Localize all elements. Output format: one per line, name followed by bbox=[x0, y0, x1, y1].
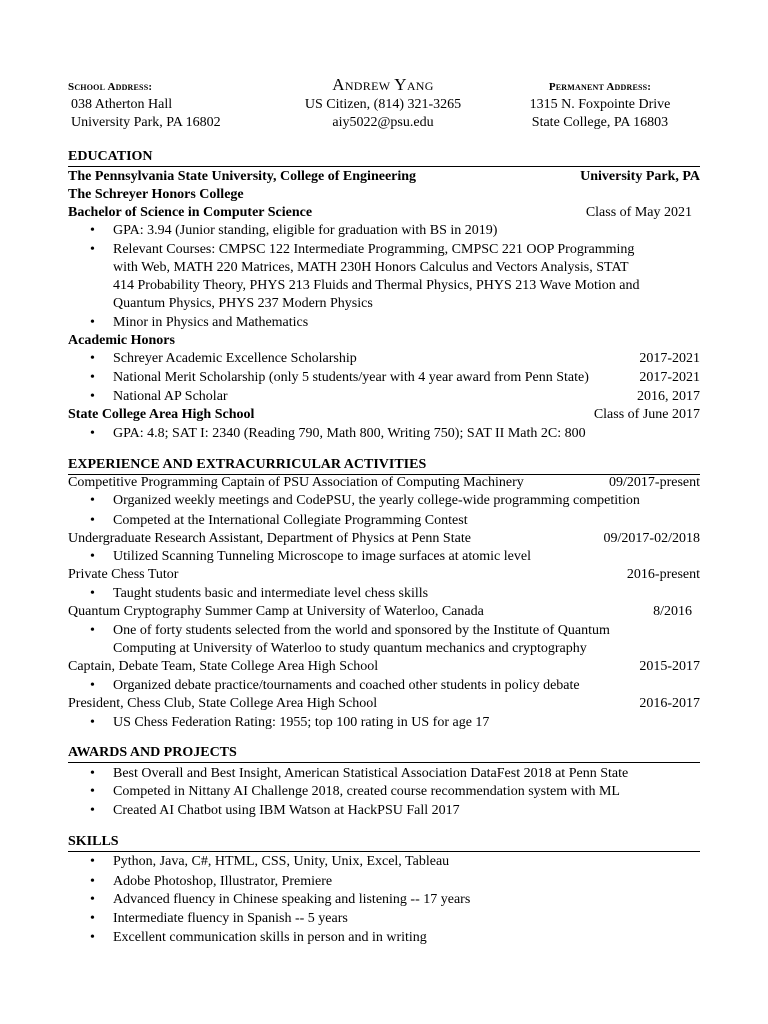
permanent-address-line: 1315 N. Foxpointe Drive bbox=[529, 97, 671, 112]
bullet-icon: • bbox=[90, 351, 95, 366]
honor-date: 2017-2021 bbox=[639, 351, 700, 366]
school-address-line: University Park, PA 16802 bbox=[71, 115, 221, 130]
experience-date: 09/2017-02/2018 bbox=[603, 531, 700, 546]
experience-date: 09/2017-present bbox=[609, 475, 700, 490]
experience-role: Private Chess Tutor bbox=[68, 567, 179, 582]
experience-role: President, Chess Club, State College Area High School bbox=[68, 696, 378, 711]
bullet-icon: • bbox=[90, 513, 95, 528]
degree-row bbox=[68, 204, 700, 222]
experience-role: Quantum Cryptography Summer Camp at University of Waterloo, Canada bbox=[68, 604, 484, 619]
highschool-date: Class of June 2017 bbox=[593, 407, 700, 422]
bullet-icon: • bbox=[90, 678, 95, 693]
bullet-icon: • bbox=[90, 223, 95, 238]
degree-name: Bachelor of Science in Computer Science bbox=[68, 205, 313, 220]
bullet-icon: • bbox=[90, 715, 95, 730]
experience-role: Undergraduate Research Assistant, Department of Physics at Penn State bbox=[68, 531, 471, 546]
degree-date: Class of May 2021 bbox=[585, 205, 692, 220]
honor-date: 2017-2021 bbox=[639, 370, 700, 385]
experience-row bbox=[68, 695, 700, 713]
bullet-icon: • bbox=[90, 911, 95, 926]
school-name: The Pennsylvania State University, College of Engineering bbox=[68, 169, 417, 184]
experience-date: 2016-2017 bbox=[639, 696, 700, 711]
experience-row bbox=[68, 530, 700, 548]
experience-row bbox=[68, 474, 700, 492]
school-address-label: School Address: bbox=[68, 81, 153, 93]
bullet-icon: • bbox=[90, 549, 95, 564]
bullet-icon: • bbox=[90, 370, 95, 385]
experience-date: 8/2016 bbox=[653, 604, 692, 619]
candidate-name: Andrew Yang bbox=[332, 75, 434, 94]
bullet-icon: • bbox=[90, 426, 95, 441]
bullet-icon: • bbox=[90, 493, 95, 508]
bullet-icon: • bbox=[90, 623, 95, 638]
permanent-address-line: State College, PA 16803 bbox=[531, 115, 669, 130]
school-address-line: 038 Atherton Hall bbox=[71, 97, 173, 112]
bullet-icon: • bbox=[90, 784, 95, 799]
email-link[interactable]: aiy5022@psu.edu bbox=[332, 115, 434, 130]
contact-line: US Citizen, (814) 321-3265 bbox=[304, 97, 462, 112]
school-row bbox=[68, 168, 700, 186]
experience-role: Competitive Programming Captain of PSU Association of Computing Machinery bbox=[68, 475, 524, 490]
school-location: University Park, PA bbox=[580, 169, 700, 184]
highschool-row bbox=[68, 406, 700, 424]
bullet-icon: • bbox=[90, 242, 95, 257]
experience-date: 2015-2017 bbox=[639, 659, 700, 674]
permanent-address bbox=[500, 76, 700, 132]
college-row bbox=[68, 186, 700, 204]
awards-heading: AWARDS AND PROJECTS bbox=[68, 744, 700, 763]
education-heading: EDUCATION bbox=[68, 148, 700, 167]
bullet-icon: • bbox=[90, 586, 95, 601]
bullet-icon: • bbox=[90, 874, 95, 889]
experience-date: 2016-present bbox=[626, 567, 700, 582]
bullet-icon: • bbox=[90, 389, 95, 404]
bullet-icon: • bbox=[90, 892, 95, 907]
experience-role: Captain, Debate Team, State College Area High School bbox=[68, 659, 379, 674]
honors-heading: Academic Honors bbox=[68, 333, 175, 348]
bullet-icon: • bbox=[90, 315, 95, 330]
bullet-icon: • bbox=[90, 803, 95, 818]
college-name: The Schreyer Honors College bbox=[68, 187, 244, 202]
skills-heading: SKILLS bbox=[68, 833, 700, 852]
permanent-address-label: Permanent Address: bbox=[548, 81, 652, 93]
experience-heading: EXPERIENCE AND EXTRACURRICULAR ACTIVITIES bbox=[68, 456, 700, 475]
resume-header bbox=[68, 76, 700, 132]
honors-heading-row bbox=[68, 332, 700, 350]
school-address bbox=[68, 76, 298, 132]
bullet-icon: • bbox=[90, 930, 95, 945]
experience-row bbox=[68, 603, 700, 621]
resume-page: School Address: 038 Atherton Hall University Park, PA 16802 Andrew Yang US Citizen, (814) 321-3265 aiy5022@psu.edu Permanent Address: 1315 N. Foxpointe Drive State College, PA 16803 EDUCATION The Pennsylvania State University, College of Engineering University Park, PA The Schreyer Honors College Bachelor of Science in Computer Science Class of May 2021 • GPA: 3.94 (Junior standing, eligible for graduation with BS in 2019) • Relevant Courses: CMPSC 122 Intermediate Programming, CMPSC 221 OOP Programming with Web, MATH 220 Matrices, MATH 230H Honors Calculus and Vectors Analysis, STAT 414 Probability Theory, PHYS 213 Fluids and Thermal Physics, PHYS 213 Wave Motion and Quantum Physics, PHYS 237 Modern Physics • Minor in Physics and Mathematics Academic Honors • Schreyer Academic Excellence Scholarship 2017-2021 • National Merit Scholarship (only 5 students/year with 4 year award from Penn State) 2017-2021 • National AP Scholar 2016, 2017 State College Area High School Class of June 2017 • GPA: 4.8; SAT I: 2340 (Reading 790, Math 800, Writing 750); SAT II Math 2C: 800 EXPERIENCE AND EXTRACURRICULAR ACTIVITIES Competitive Programming Captain of PSU Association of Computing Machinery 09/2017-present • Organized weekly meetings and CodePSU, the yearly college-wide programming competition • Competed at the International Collegiate Programming Contest Undergraduate Research Assistant, Department of Physics at Penn State 09/2017-02/2018 • Utilized Scanning Tunneling Microscope to image surfaces at atomic level Private Chess Tutor 2016-present • Taught students basic and intermediate level chess skills Quantum Cryptography Summer Camp at University of Waterloo, Canada 8/2016 • One of forty students selected from the world and sponsored by the Institute of Quantum Computing at University of Waterloo to study quantum mechanics and cryptography Captain, Debate Team, State College Area High School 2015-2017 • Organized debate practice/tournaments and coached other students in policy debate President, Chess Club, State College Area High School 2016-2017 • US Chess Federation Rating: 1955; top 100 rating in US for age 17 AWARDS AND PROJECTS • Best Overall and Best Insight, American Statistical Association DataFest 2018 at Penn State • Competed in Nittany AI Challenge 2018, created course recommendation system with ML • Created AI Chatbot using IBM Watson at HackPSU Fall 2017 SKILLS • Python, Java, C#, HTML, CSS, Unity, Unix, Excel, Tableau • Adobe Photoshop, Illustrator, Premiere • Advanced fluency in Chinese speaking and listening -- 17 years • Intermediate fluency in Spanish -- 5 years • Excellent communication skills in person and in writing bbox=[68, 75, 700, 945]
experience-row bbox=[68, 566, 700, 584]
honor-date: 2016, 2017 bbox=[637, 389, 700, 404]
bullet-icon: • bbox=[90, 854, 95, 869]
bullet-icon: • bbox=[90, 766, 95, 781]
highschool-name: State College Area High School bbox=[68, 407, 255, 422]
contact-block bbox=[268, 76, 498, 132]
experience-row bbox=[68, 658, 700, 676]
